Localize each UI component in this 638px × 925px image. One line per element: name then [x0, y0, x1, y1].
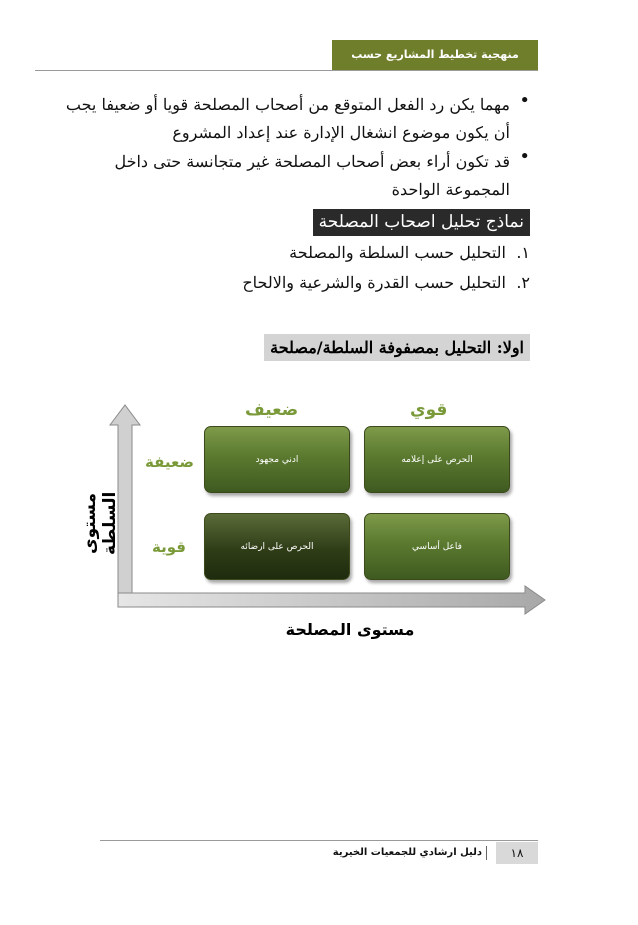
bullet-2-line-2: المجموعة الواحدة — [391, 180, 510, 199]
header-divider — [35, 70, 538, 71]
cell-bottom-left-text: الحرص على ارضائه — [240, 541, 314, 552]
x-axis-arrow — [118, 586, 545, 614]
footer-separator — [486, 846, 487, 860]
models-heading-text: نماذج تحليل اصحاب المصلحة — [318, 212, 524, 232]
footer-divider — [100, 840, 538, 841]
bullet-2-line-1: قد تكون أراء بعض أصحاب المصلحة غير متجانسة حتى داخل — [114, 152, 510, 171]
model-item-1-number: ١. — [516, 243, 530, 262]
x-axis-label: مستوى المصلحة — [285, 620, 415, 639]
model-item-1-text: التحليل حسب السلطة والمصلحة — [289, 243, 506, 262]
cell-top-left-text: ادني مجهود — [255, 454, 299, 465]
bullet-1-line-2: أن يكون موضوع انشغال الإدارة عند إعداد المشروع — [172, 123, 510, 142]
y-axis-label: مستوى السلطة — [80, 491, 120, 555]
row-label-strong: قوية — [152, 538, 186, 556]
section-title-box — [264, 334, 530, 361]
model-item-2-number: ٢. — [516, 273, 530, 292]
column-label-strong: قوي — [410, 400, 448, 420]
column-label-weak: ضعيف — [245, 400, 299, 420]
bullet-icon: • — [519, 146, 530, 167]
section-title: اولا: التحليل بمصفوفة السلطة/مصلحة — [270, 338, 524, 357]
header-title: منهجية تخطيط المشاريع حسب الأهداف (PPO) — [351, 48, 519, 91]
cell-top-right — [364, 426, 510, 493]
bullet-1-line-1: مهما يكن رد الفعل المتوقع من أصحاب المصلحة قويا أو ضعيفا يجب — [65, 95, 510, 114]
cell-bottom-right-text: فاعل أساسي — [412, 541, 462, 552]
cell-top-right-text: الحرص على إعلامه — [401, 454, 473, 465]
cell-top-left — [204, 426, 350, 493]
models-heading — [313, 209, 530, 236]
cell-bottom-right — [364, 513, 510, 580]
cell-bottom-left — [204, 513, 350, 580]
footer-guide-title: دليل ارشادي للجمعيات الخيرية — [332, 847, 482, 858]
bullet-icon: • — [519, 90, 530, 111]
model-item-2-text: التحليل حسب القدرة والشرعية والالحاح — [242, 273, 506, 292]
page-number: ١٨ — [510, 846, 524, 860]
row-label-weak: ضعيفة — [145, 453, 194, 471]
